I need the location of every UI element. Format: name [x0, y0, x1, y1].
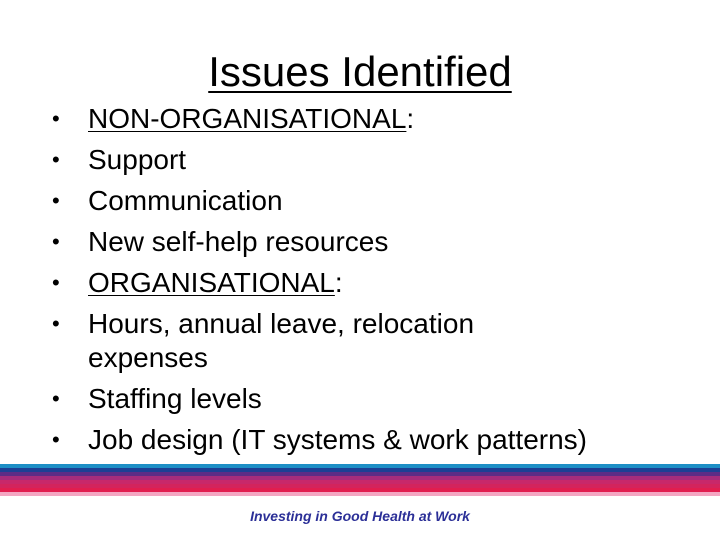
bullet-heading-text: NON-ORGANISATIONAL — [88, 103, 407, 134]
bullet-icon: • — [52, 427, 60, 452]
bullet-item-hours — [48, 307, 708, 375]
bullet-heading-text: ORGANISATIONAL — [88, 267, 335, 298]
bullet-item-job-design — [48, 423, 708, 457]
bullet-icon: • — [52, 270, 60, 295]
bullet-heading-colon: : — [334, 267, 343, 298]
bullet-icon: • — [52, 188, 60, 213]
bullet-icon: • — [52, 106, 60, 131]
footer-text: Investing in Good Health at Work — [250, 508, 470, 524]
bullet-text-line2: expenses — [88, 342, 208, 373]
bullet-item-self-help — [48, 225, 708, 259]
bullet-item-non-organisational — [48, 102, 708, 136]
bullet-icon: • — [52, 386, 60, 411]
bullet-icon: • — [52, 147, 60, 172]
bullet-list — [48, 102, 708, 464]
bullet-icon: • — [52, 311, 60, 336]
bullet-text: Staffing levels — [88, 383, 262, 414]
bullet-item-staffing — [48, 382, 708, 416]
bullet-text: New self-help resources — [88, 226, 389, 257]
bullet-item-communication — [48, 184, 708, 218]
bullet-text: Communication — [88, 185, 283, 216]
bullet-heading-colon: : — [406, 103, 415, 134]
slide-title-text: Issues Identified — [208, 48, 512, 95]
stripe-line — [0, 492, 720, 496]
bullet-text: Job design (IT systems & work patterns) — [88, 424, 587, 455]
decorative-stripe-band — [0, 464, 720, 496]
slide-title — [0, 48, 720, 96]
bullet-icon: • — [52, 229, 60, 254]
bullet-item-support — [48, 143, 708, 177]
bullet-text-line1: Hours, annual leave, relocation — [88, 308, 475, 339]
bullet-text: Support — [88, 144, 187, 175]
bullet-item-organisational — [48, 266, 708, 300]
